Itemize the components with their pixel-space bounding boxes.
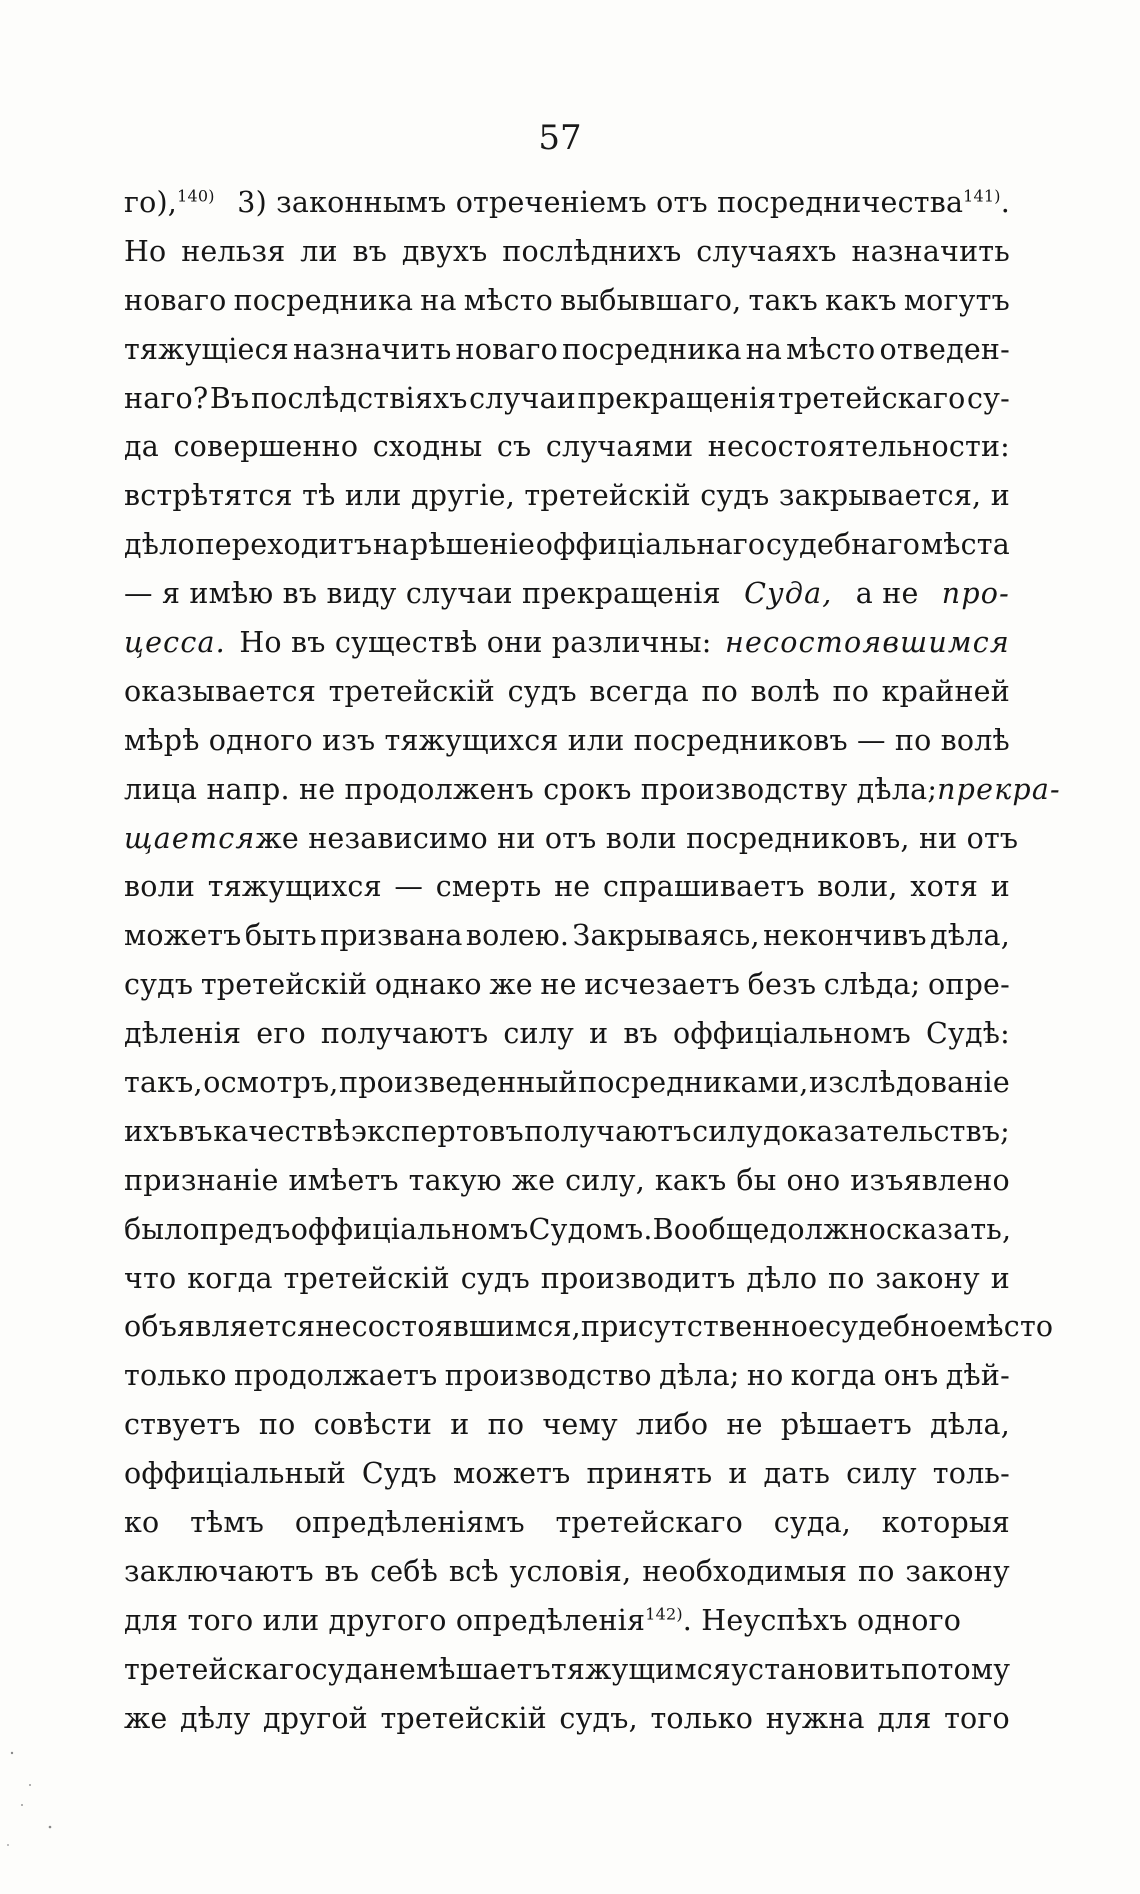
text-line-2 <box>124 235 1010 284</box>
word: да <box>124 430 159 464</box>
text-line-17 <box>124 968 1010 1017</box>
word: рѣшаетъ <box>780 1408 912 1442</box>
word: или <box>344 479 402 513</box>
footnote-ref-142: 142) <box>645 1604 683 1624</box>
text-line-3 <box>124 284 1010 333</box>
word: должно <box>769 1212 887 1246</box>
word: и <box>990 1261 1010 1295</box>
footnote-ref-140: 140) <box>177 186 215 206</box>
word: волѣ <box>940 723 1010 757</box>
word: предъ <box>199 1212 291 1246</box>
word: тѣмъ <box>190 1506 265 1540</box>
word: такъ <box>748 283 819 317</box>
word: спрашиваетъ <box>602 870 805 904</box>
word: третейскій <box>380 1701 547 1735</box>
word: Закрываясь, <box>572 919 760 953</box>
word: силу <box>692 1114 763 1148</box>
italic-word: Суда, <box>744 577 833 611</box>
italic-word: несостоявшимся <box>725 626 1010 660</box>
text-line-29 <box>124 1555 1010 1604</box>
text-line-26 <box>124 1408 1010 1457</box>
word: изъ <box>322 723 376 757</box>
word: продолжаетъ <box>234 1359 438 1393</box>
word: производство <box>444 1359 652 1393</box>
word: сходны <box>372 430 483 464</box>
word: хотя <box>910 870 979 904</box>
word: прекращенія <box>577 381 777 415</box>
word: по <box>701 674 739 708</box>
text-fragment: же независимо ни отъ воли посредниковъ, ни отъ <box>255 821 1019 855</box>
word: совершенно <box>173 430 359 464</box>
word: судъ <box>460 1261 530 1295</box>
word: случаи <box>469 381 576 415</box>
word: или <box>567 723 625 757</box>
word: призвана <box>320 919 463 953</box>
word: въ <box>352 234 388 268</box>
word: нельзя <box>181 234 286 268</box>
word: волею. <box>465 919 570 953</box>
text-line-20 <box>124 1115 1010 1164</box>
word: третейскій <box>283 1261 450 1295</box>
word: такую <box>408 1163 502 1197</box>
text-line-27 <box>124 1457 1010 1506</box>
word: закрывается, <box>778 479 982 513</box>
text-line-14 <box>124 821 1019 871</box>
word: того <box>944 1701 1010 1735</box>
word: слѣда; <box>823 968 921 1002</box>
word: другой <box>263 1701 368 1735</box>
word: тѣ <box>302 479 336 513</box>
word: ли <box>300 234 338 268</box>
word: которыя <box>881 1506 1010 1540</box>
word: мѣсто <box>463 283 554 317</box>
word: но <box>746 1359 784 1393</box>
word: совѣсти <box>313 1408 433 1442</box>
text-fragment: — я имѣю въ виду случаи прекращенія <box>124 577 721 611</box>
word: третейскаго <box>777 381 966 415</box>
word: одного <box>208 723 313 757</box>
word: двухъ <box>401 234 488 268</box>
word: условія, <box>509 1554 632 1588</box>
italic-word: прекра- <box>937 772 1061 806</box>
text-line-9 <box>124 577 1010 626</box>
word: имѣетъ <box>288 1163 399 1197</box>
word: назначить <box>293 332 452 366</box>
word: другіе, <box>411 479 515 513</box>
text-line-31 <box>124 1653 1010 1702</box>
word: ко <box>124 1506 160 1540</box>
word: безъ <box>747 968 817 1002</box>
word: силу <box>846 1457 917 1491</box>
word: оффиціальномъ <box>673 1017 911 1051</box>
word: тяжущихся <box>384 723 559 757</box>
word: Вообще <box>652 1212 770 1246</box>
word: по <box>487 1408 525 1442</box>
word: судъ, <box>559 1701 638 1735</box>
word: дѣлу <box>180 1701 251 1735</box>
word: въ <box>178 1114 213 1148</box>
word: послѣдствіяхъ <box>250 381 468 415</box>
word: су- <box>967 381 1010 415</box>
text-line-1 <box>124 186 1010 235</box>
word: Судомъ. <box>528 1212 653 1246</box>
body-text <box>124 186 1061 1751</box>
word: можетъ <box>124 919 242 953</box>
word: по <box>828 1261 865 1295</box>
word: судъ <box>507 674 577 708</box>
word: посредниками, <box>578 1066 809 1100</box>
word: сказать, <box>886 1212 1012 1246</box>
text-fragment <box>237 186 1010 219</box>
word: оно <box>786 1163 841 1197</box>
word: когда <box>790 1359 877 1393</box>
page-number: 57 <box>538 118 582 158</box>
text-line-19 <box>124 1066 1010 1115</box>
word: закону <box>875 1261 980 1295</box>
word: либо <box>636 1408 709 1442</box>
text-line-11 <box>124 675 1010 724</box>
text-line-6 <box>124 430 1010 479</box>
word: Въ <box>209 381 250 415</box>
word: ихъ <box>124 1114 178 1148</box>
word: дѣла, <box>930 1408 1010 1442</box>
word: изъявлено <box>850 1163 1010 1197</box>
word: судъ <box>124 968 194 1002</box>
word: закону <box>905 1554 1010 1588</box>
word: рѣшеніе <box>409 528 536 562</box>
word: бы <box>736 1163 777 1197</box>
word: — <box>394 870 424 904</box>
word: третейскій <box>524 479 691 513</box>
text-line-10 <box>124 626 1010 675</box>
word: силу <box>503 1017 575 1051</box>
text-fragment: . <box>1000 186 1010 219</box>
word: посредника <box>233 283 414 317</box>
text-line-8 <box>124 528 1010 577</box>
word: и <box>589 1017 609 1051</box>
word: признаніе <box>124 1163 279 1197</box>
word: мѣста <box>920 528 1010 562</box>
word: дѣло <box>746 1261 818 1295</box>
word: случаями <box>545 430 694 464</box>
word: третейскаго <box>124 1652 312 1686</box>
word: тяжущимся <box>550 1652 732 1686</box>
word: не <box>726 1408 763 1442</box>
word: присутственное <box>580 1310 826 1344</box>
italic-word: щается <box>124 821 256 855</box>
word: мѣсто <box>786 332 876 366</box>
word: силу, <box>565 1163 645 1197</box>
text-line-28 <box>124 1506 1010 1555</box>
word: по <box>832 674 870 708</box>
word: по <box>894 723 932 757</box>
word: наго? <box>124 381 209 415</box>
word: доказательствъ; <box>763 1114 1010 1148</box>
text-line-4 <box>124 333 1010 382</box>
text-fragment: а не <box>855 577 919 611</box>
word: по <box>858 1554 895 1588</box>
word: некончивъ <box>763 919 927 953</box>
text-line-22 <box>124 1213 1010 1262</box>
text-line-5 <box>124 382 1010 431</box>
footnote-ref-141: 141) <box>963 186 1001 206</box>
word: же <box>489 968 533 1002</box>
word: такъ, <box>124 1066 203 1100</box>
word: всегда <box>589 674 689 708</box>
text-line-30 <box>124 1604 1010 1653</box>
text-line-25 <box>124 1359 1010 1408</box>
word: по <box>258 1408 296 1442</box>
word: дать <box>763 1457 831 1491</box>
word: выбывшаго, <box>560 283 742 317</box>
word: волѣ <box>750 674 820 708</box>
text-fragment: . Неуспѣхъ одного <box>682 1603 962 1637</box>
word: тяжущихся <box>207 870 382 904</box>
word: изслѣдованіе <box>809 1066 1010 1100</box>
word: необходимыя <box>642 1554 848 1588</box>
word: посредниковъ <box>633 723 848 757</box>
text-line-32 <box>124 1702 1010 1751</box>
word: воли <box>124 870 196 904</box>
word: случаяхъ <box>696 234 837 268</box>
word: можетъ <box>452 1457 571 1491</box>
word: оффиціальнаго <box>535 528 766 562</box>
text-fragment: Но въ существѣ они различны: <box>239 626 712 660</box>
word: только <box>124 1359 227 1393</box>
word: себѣ <box>370 1554 439 1588</box>
word: принять <box>586 1457 713 1491</box>
word: третейскій <box>328 674 495 708</box>
word: новаго <box>124 283 227 317</box>
word: дѣла, <box>930 919 1010 953</box>
italic-word: про- <box>941 577 1010 611</box>
word: не <box>554 870 591 904</box>
text-line-12 <box>124 724 1010 773</box>
word: было <box>124 1212 200 1246</box>
text-line-13 <box>124 772 1061 822</box>
word: объявляется <box>124 1310 316 1344</box>
word: новаго <box>455 332 559 366</box>
word: дѣй- <box>945 1359 1010 1393</box>
word: же <box>124 1701 168 1735</box>
word: дѣло <box>124 528 195 562</box>
text-line-24 <box>124 1310 1054 1359</box>
word: всѣ <box>448 1554 499 1588</box>
word: нужна <box>765 1701 865 1735</box>
word: — <box>857 723 886 757</box>
italic-word: цесса. <box>124 626 226 660</box>
word: мѣшаетъ <box>415 1652 551 1686</box>
word: дѣленія <box>124 1017 242 1051</box>
word: на <box>420 283 457 317</box>
word: съ <box>496 430 532 464</box>
text-fragment: го), <box>124 186 178 219</box>
word: оказывается <box>124 674 317 708</box>
word: мѣрѣ <box>124 723 200 757</box>
text-fragment: для того или другого опредѣленія <box>124 1603 646 1637</box>
word: въ <box>324 1554 360 1588</box>
word: судебнаго <box>765 528 921 562</box>
word: онъ <box>883 1359 939 1393</box>
word: для <box>877 1701 932 1735</box>
text-fragment: 3) законнымъ отреченіемъ отъ посредничества <box>237 186 964 219</box>
word: и <box>990 870 1010 904</box>
word: исчезаетъ <box>584 968 741 1002</box>
word: оффиціальный <box>124 1457 346 1491</box>
text-fragment <box>124 186 215 219</box>
word: его <box>256 1017 306 1051</box>
word: воли, <box>817 870 898 904</box>
word: третейскій <box>200 968 368 1002</box>
word: заключаютъ <box>124 1554 314 1588</box>
word: когда <box>187 1261 273 1295</box>
word: какъ <box>825 283 897 317</box>
text-line-15 <box>124 870 1010 919</box>
word: суда <box>311 1652 380 1686</box>
word: толь- <box>932 1457 1010 1491</box>
word: экспертовъ <box>350 1114 524 1148</box>
word: назначить <box>851 234 1010 268</box>
word: тому <box>937 1652 1011 1686</box>
word: какъ <box>654 1163 727 1197</box>
word: судебное <box>825 1310 965 1344</box>
word: въ <box>623 1017 658 1051</box>
word: однако <box>374 968 482 1002</box>
word: несостоятельности: <box>707 430 1010 464</box>
word: Но <box>124 234 167 268</box>
word: отведен- <box>879 332 1010 366</box>
word: и <box>990 479 1010 513</box>
word: Судѣ: <box>926 1017 1010 1051</box>
word: ствуетъ <box>124 1408 241 1442</box>
word: не <box>379 1652 416 1686</box>
text-line-18 <box>124 1017 1010 1066</box>
word: опре- <box>928 968 1010 1002</box>
word: установить <box>731 1652 902 1686</box>
word: смерть <box>435 870 542 904</box>
word: чему <box>542 1408 618 1442</box>
word: на <box>372 528 410 562</box>
word: получаютъ <box>524 1114 692 1148</box>
word: судъ <box>700 479 770 513</box>
word: дѣла; <box>659 1359 740 1393</box>
word: Судъ <box>361 1457 437 1491</box>
word: опредѣленіямъ <box>294 1506 525 1540</box>
scan-specks <box>0 1745 70 1865</box>
word: же <box>511 1163 556 1197</box>
word: послѣднихъ <box>502 234 682 268</box>
word: осмотръ, <box>203 1066 339 1100</box>
word: качествѣ <box>213 1114 351 1148</box>
word: могутъ <box>903 283 1010 317</box>
text-fragment <box>124 1604 961 1637</box>
word: мѣсто <box>964 1310 1054 1344</box>
word: суда, <box>773 1506 852 1540</box>
word: на <box>745 332 783 366</box>
word: тяжущіеся <box>124 332 289 366</box>
word: производитъ <box>540 1261 736 1295</box>
word: и <box>450 1408 470 1442</box>
word: несостоявшимся, <box>315 1310 581 1344</box>
text-line-16 <box>124 919 1010 968</box>
word: крайней <box>881 674 1010 708</box>
word: посредника <box>562 332 742 366</box>
word: что <box>124 1261 177 1295</box>
text-line-23 <box>124 1262 1010 1311</box>
word: встрѣтятся <box>124 479 293 513</box>
word: не <box>540 968 577 1002</box>
word: переходитъ <box>195 528 373 562</box>
word: третейскаго <box>555 1506 744 1540</box>
word: только <box>650 1701 754 1735</box>
word: по <box>901 1652 938 1686</box>
text-line-21 <box>124 1164 1010 1213</box>
word: оффиціальномъ <box>290 1212 529 1246</box>
text-fragment: лица напр. не продолженъ срокъ производству дѣла; <box>124 772 938 806</box>
word: получаютъ <box>320 1017 489 1051</box>
word: и <box>728 1457 748 1491</box>
word: произведенный <box>339 1066 578 1100</box>
word: быть <box>244 919 317 953</box>
text-line-7 <box>124 479 1010 528</box>
